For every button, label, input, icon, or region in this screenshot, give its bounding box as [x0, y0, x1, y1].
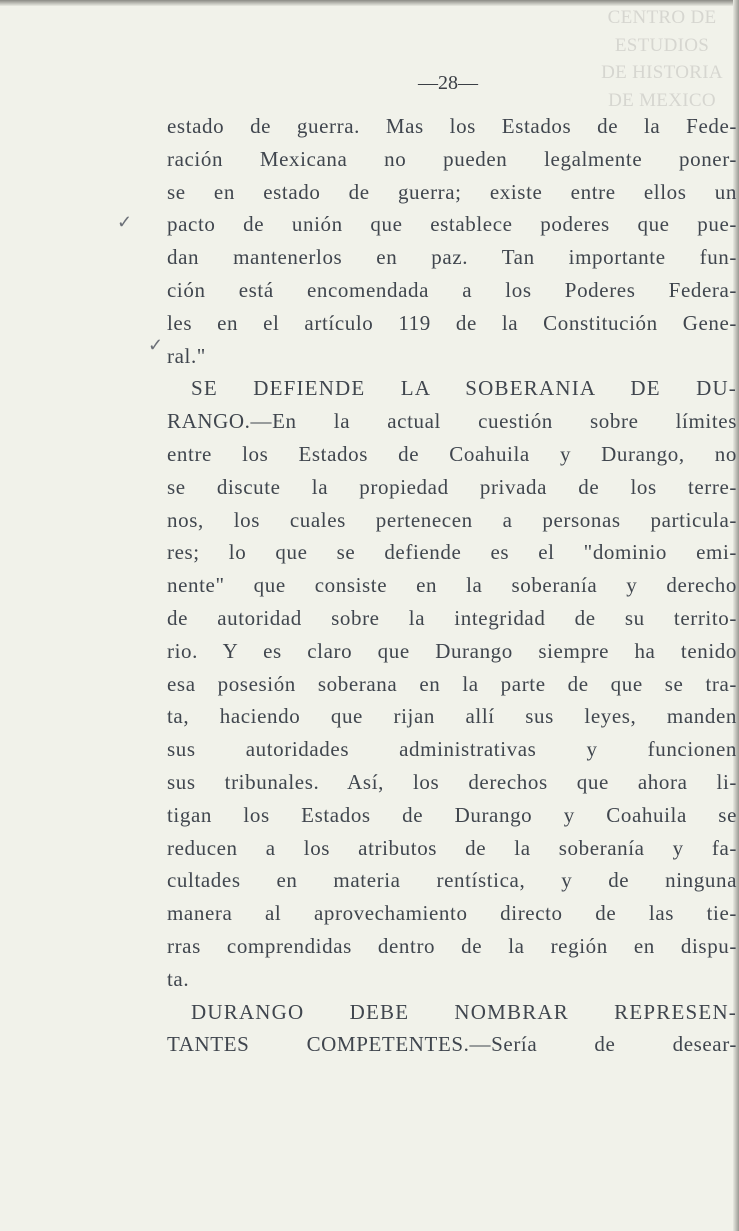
text-line: RANGO.—En la actual cuestión sobre límites — [167, 409, 737, 434]
text-line: se discute la propiedad privada de los terre- — [167, 474, 737, 499]
text-line: TANTES COMPETENTES.—Sería de desear- — [167, 1032, 737, 1057]
text-line: esa posesión soberana en la parte de que se tra- — [167, 671, 737, 696]
text-line: ración Mexicana no pueden legalmente poner- — [167, 146, 737, 171]
text-line: les en el artículo 119 de la Constitución Gene- — [167, 310, 737, 335]
text-line: nos, los cuales pertenecen a personas particula- — [167, 507, 737, 532]
body-text — [167, 110, 737, 1061]
archive-watermark-stamp — [592, 4, 732, 114]
section-heading-line: SE DEFIENDE LA SOBERANIA DE DU- — [191, 376, 737, 401]
page-number: —28— — [418, 72, 478, 94]
text-line: ta, haciendo que rijan allí sus leyes, manden — [167, 704, 737, 729]
stamp-line: CENTRO DE — [607, 7, 717, 28]
text-line: tigan los Estados de Durango y Coahuila se — [167, 802, 737, 827]
text-line: manera al aprovechamiento directo de las tie- — [167, 901, 737, 926]
section-heading-line: DURANGO DEBE NOMBRAR REPRESEN- — [191, 999, 737, 1024]
text-line: sus autoridades administrativas y funcionen — [167, 737, 737, 762]
text-line: estado de guerra. Mas los Estados de la Fede- — [167, 114, 737, 138]
text-line: rras comprendidas dentro de la región en dispu- — [167, 933, 737, 958]
text-line: entre los Estados de Coahuila y Durango, no — [167, 441, 737, 466]
text-line: de autoridad sobre la integridad de su territo- — [167, 605, 737, 630]
stamp-line: DE HISTORIA — [601, 62, 723, 83]
stamp-line: ESTUDIOS — [614, 34, 710, 56]
text-line: pacto de unión que establece poderes que pue- — [167, 212, 737, 237]
text-line: sus tribunales. Así, los derechos que ahora li- — [167, 769, 737, 794]
text-line: se en estado de guerra; existe entre ellos un — [167, 179, 737, 204]
text-line: cultades en materia rentística, y de ninguna — [167, 868, 737, 893]
text-line: dan mantenerlos en paz. Tan importante fun- — [167, 245, 737, 270]
text-line: ta. — [167, 966, 190, 991]
text-line: res; lo que se defiende es el "dominio emi- — [167, 540, 737, 565]
margin-mark: ✓ — [117, 212, 133, 232]
text-line: ción está encomendada a los Poderes Federa- — [167, 277, 737, 302]
stamp-line: DE MEXICO — [608, 89, 716, 111]
text-line: nente" que consiste en la soberanía y derecho — [167, 573, 737, 598]
margin-mark: ✓ — [148, 335, 164, 355]
text-line: ral." — [167, 343, 206, 368]
text-line: reducen a los atributos de la soberanía y fa- — [167, 835, 737, 860]
text-line: rio. Y es claro que Durango siempre ha tenido — [167, 638, 737, 663]
